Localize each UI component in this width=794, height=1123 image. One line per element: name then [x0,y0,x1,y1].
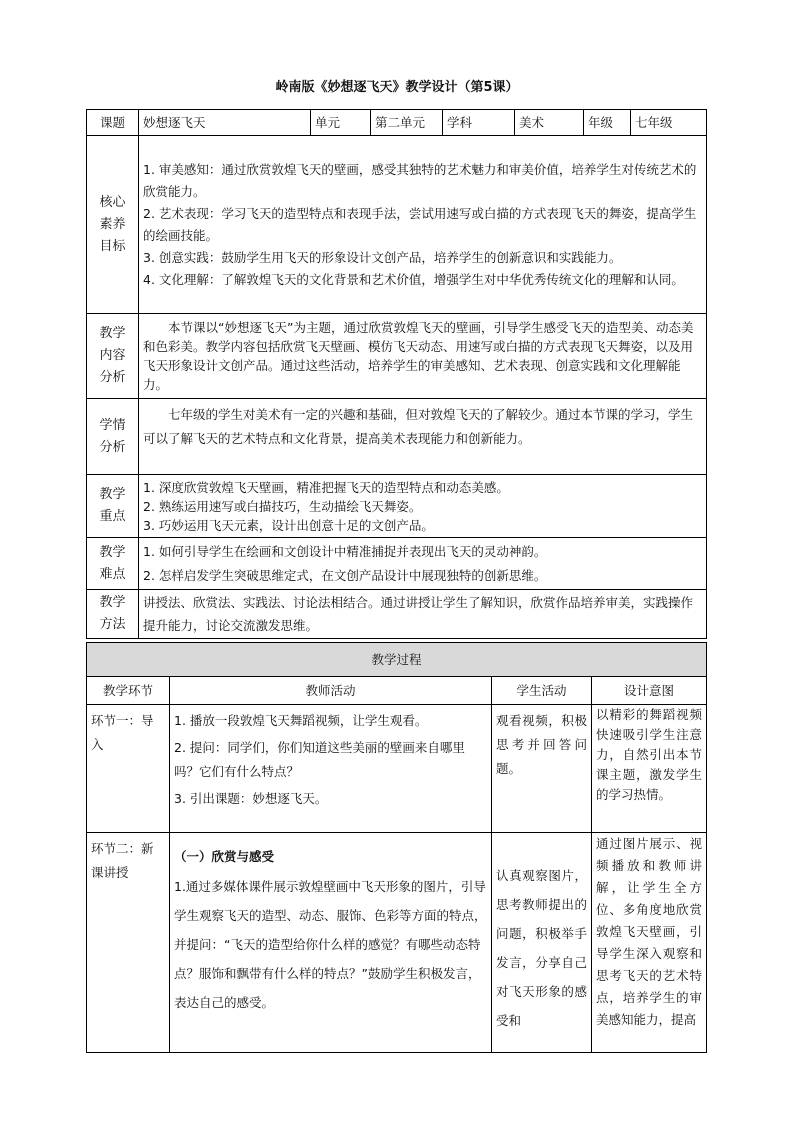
difficulties-list [139,538,707,590]
goals-row [87,136,707,314]
key-points-list [139,475,707,538]
col-header-teacher: 教师活动 [170,677,492,705]
difficulty-item: 1. 如何引导学生在绘画和文创设计中精准捕捉并表现出飞天的灵动神韵。 [143,543,547,559]
teacher-activity-item: 1.通过多媒体课件展示敦煌壁画中飞天形象的图片，引导学生观察飞天的造型、动态、服饰、色彩等方面的特点，并提问：“飞天的造型给你什么样的感觉？有哪些动态特点？服饰和飘带有什么样的特点？”鼓励学生积极发言，表达自己的感受。 [174,879,487,1010]
content-analysis-text: 本节课以“妙想逐飞天”为主题，通过欣赏敦煌飞天的壁画，引导学生感受飞天的造型美、动态美和色彩美。教学内容包括欣赏飞天壁画、模仿飞天动态、用速写或白描的方式表现飞天舞姿，以及用飞天形象设计文创产品。通过这些活动，培养学生的审美感知、艺术表现、创意实践和文化理解能力。 [139,314,707,399]
key-point-item: 1. 深度欣赏敦煌飞天壁画，精准把握飞天的造型特点和动态美感。 [143,479,509,495]
difficulties-label: 教学 难点 [87,538,139,590]
step-1-teacher [170,705,492,833]
header-row [87,110,707,136]
key-point-item: 3. 巧妙运用飞天元素，设计出创意十足的文创产品。 [143,517,434,533]
col-header-intent: 设计意图 [592,677,707,705]
step-1-student: 观看视频，积极思考并回答问题。 [492,705,592,833]
process-title: 教学过程 [87,643,707,677]
difficulty-item: 2. 怎样启发学生突破思维定式，在文创产品设计中展现独特的创新思维。 [143,567,547,583]
methods-label: 教学 方法 [87,590,139,639]
content-row [87,314,707,399]
students-label: 学情 分析 [87,399,139,475]
subject-label: 学科 [443,110,515,136]
unit-label: 单元 [311,110,371,136]
key-point-item: 2. 熟练运用速写或白描技巧，生动描绘飞天舞姿。 [143,498,422,514]
key-points-label: 教学 重点 [87,475,139,538]
step-2-student: 认真观察图片，思考教师提出的问题，积极举手发言，分享自己对飞天形象的感受和 [492,833,592,1053]
step-2-teacher [170,833,492,1053]
content-label: 教学 内容 分析 [87,314,139,399]
grade-label: 年级 [584,110,631,136]
document-title: 岭南版《妙想逐飞天》教学设计（第5课） [275,80,519,95]
subject-value: 美术 [515,110,584,136]
difficulties-row [87,538,707,590]
lesson-plan-table [86,109,707,639]
methods-row [87,590,707,639]
topic-label: 课题 [87,110,139,136]
teacher-activity-item: 2. 提问：同学们，你们知道这些美丽的壁画来自哪里吗？它们有什么特点？ [174,740,465,779]
step-2-name: 环节二：新课讲授 [87,833,170,1053]
students-analysis-text: 七年级的学生对美术有一定的兴趣和基础，但对敦煌飞天的了解较少。通过本节课的学习，学生可以了解飞天的艺术特点和文化背景，提高美术表现能力和创新能力。 [139,399,707,475]
teacher-activity-item: 3. 引出课题：妙想逐飞天。 [174,791,328,806]
students-row [87,399,707,475]
process-step-2 [87,833,707,1053]
process-table [86,642,707,1053]
col-header-student: 学生活动 [492,677,592,705]
grade-value: 七年级 [631,110,707,136]
topic-value: 妙想逐飞天 [139,110,311,136]
goal-item: 3. 创意实践：鼓励学生用飞天的形象设计文创产品，培养学生的创新意识和实践能力。 [143,249,622,265]
goal-item: 4. 文化理解：了解敦煌飞天的文化背景和艺术价值，增强学生对中华优秀传统文化的理解和认同。 [143,271,684,287]
goal-item: 1. 审美感知：通过欣赏敦煌飞天的壁画，感受其独特的艺术魅力和审美价值，培养学生对传统艺术的欣赏能力。 [143,161,697,199]
goals-label: 核心 素养 目标 [87,136,139,314]
process-title-row [87,643,707,677]
unit-value: 第二单元 [371,110,443,136]
step-1-name: 环节一：导入 [87,705,170,833]
process-step-1 [87,705,707,833]
process-header-row [87,677,707,705]
step-2-subheading: （一）欣赏与感受 [174,849,275,864]
step-2-intent: 通过图片展示、视频播放和教师讲解，让学生全方位、多角度地欣赏敦煌飞天壁画，引导学生深入观察和思考飞天的艺术特点，培养学生的审美感知能力，提高 [592,833,707,1053]
col-header-step: 教学环节 [87,677,170,705]
key-points-row [87,475,707,538]
methods-text: 讲授法、欣赏法、实践法、讨论法相结合。通过讲授让学生了解知识，欣赏作品培养审美，实践操作提升能力，讨论交流激发思维。 [139,590,707,639]
step-1-intent: 以精彩的舞蹈视频快速吸引学生注意力，自然引出本节课主题，激发学生的学习热情。 [592,705,707,833]
goal-item: 2. 艺术表现：学习飞天的造型特点和表现手法，尝试用速写或白描的方式表现飞天的舞姿，提高学生的绘画技能。 [143,205,697,243]
goals-list [139,136,707,314]
teacher-activity-item: 1. 播放一段敦煌飞天舞蹈视频，让学生观看。 [174,713,428,728]
